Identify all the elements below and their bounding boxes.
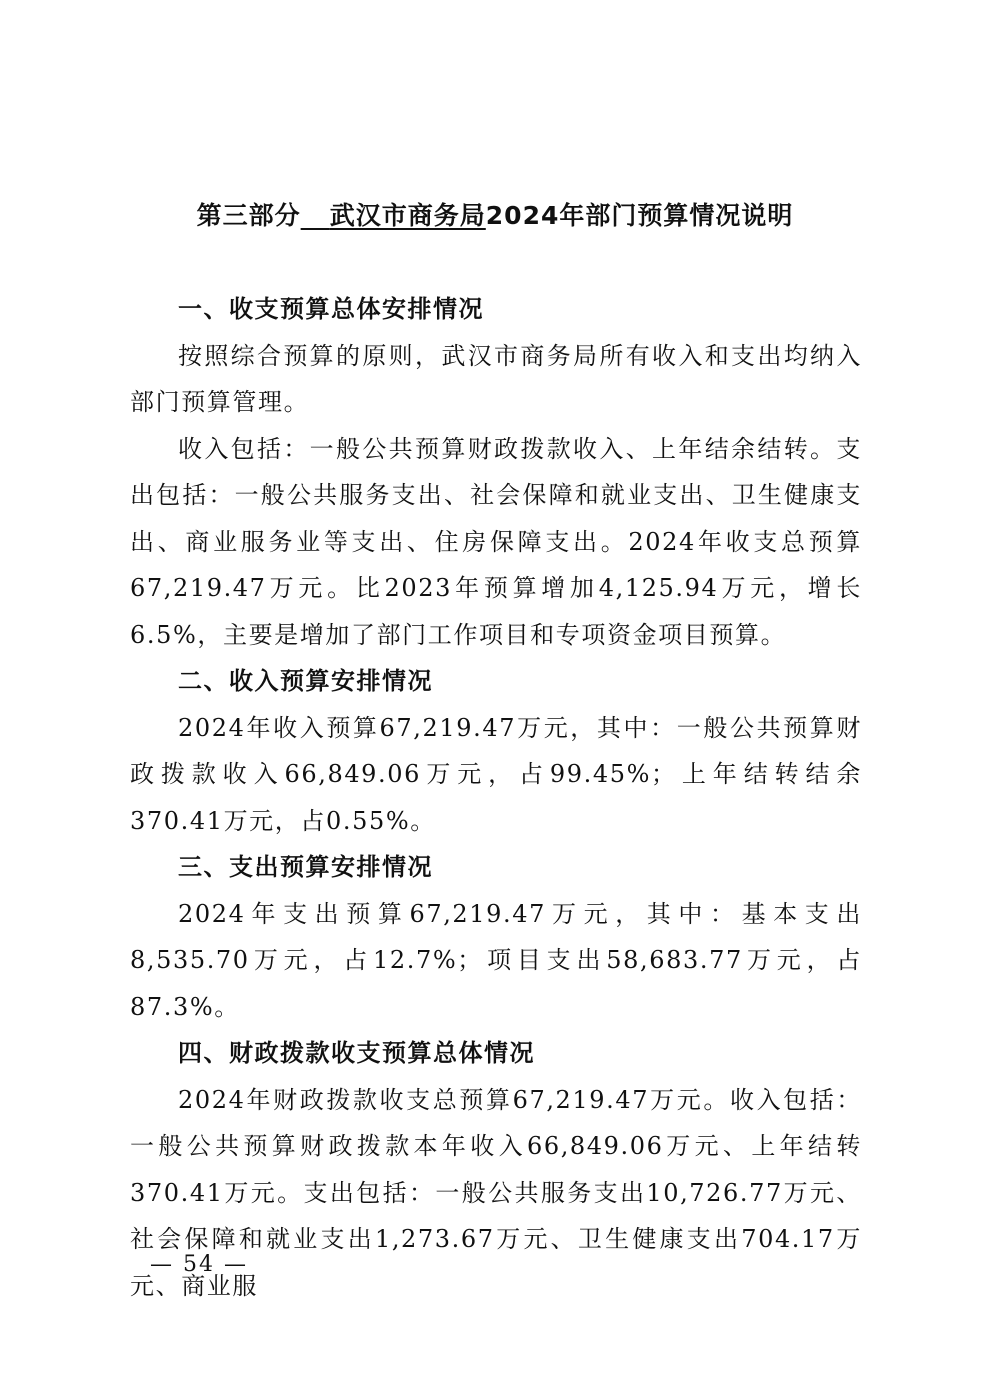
section-1-paragraph-1: 按照综合预算的原则，武汉市商务局所有收入和支出均纳入部门预算管理。 xyxy=(130,341,862,416)
section-4-paragraph-1: 2024年财政拨款收支总预算67,219.47万元。收入包括：一般公共预算财政拨款本年收入66,849.06万元、上年结转370.41万元。支出包括：一般公共服务支出10,726.77万元、社会保障和就业支出1,273.67万元、卫生健康支出704.17万元、商业服 xyxy=(130,1085,862,1300)
section-heading-4: 四、财政拨款收支预算总体情况 xyxy=(178,1039,535,1067)
section-1-paragraph-2: 收入包括：一般公共预算财政拨款收入、上年结余结转。支出包括：一般公共服务支出、社会保障和就业支出、卫生健康支出、商业服务业等支出、住房保障支出。2024年收支总预算67,219.47万元。比2023年预算增加4,125.94万元，增长6.5%，主要是增加了部门工作项目和专项资金项目预算。 xyxy=(130,434,862,649)
section-heading-3: 三、支出预算安排情况 xyxy=(178,853,433,881)
title-suffix: 2024年部门预算情况说明 xyxy=(485,201,794,230)
document-title xyxy=(0,196,990,236)
title-organization: 武汉市商务局 xyxy=(329,201,486,230)
title-prefix: 第三部分 xyxy=(196,201,301,230)
page-number: — 54 — xyxy=(150,1252,248,1277)
section-3-paragraph-1: 2024年支出预算67,219.47万元，其中：基本支出8,535.70万元，占12.7%；项目支出58,683.77万元，占87.3%。 xyxy=(130,899,862,1021)
section-heading-1: 一、收支预算总体安排情况 xyxy=(178,295,484,323)
section-2-paragraph-1: 2024年收入预算67,219.47万元，其中：一般公共预算财政拨款收入66,849.06万元，占99.45%；上年结转结余370.41万元，占0.55%。 xyxy=(130,713,862,835)
document-body xyxy=(130,286,862,1309)
section-heading-2: 二、收入预算安排情况 xyxy=(178,667,433,695)
